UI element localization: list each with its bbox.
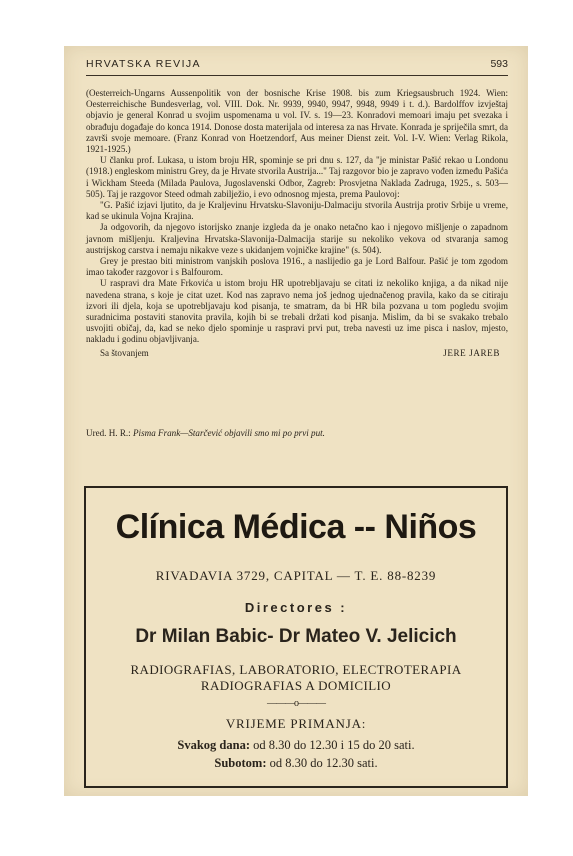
- editor-note-text: Pisma Frank—Starčević objavili smo mi po prvi put.: [133, 428, 325, 438]
- weekdays-hours: od 8.30 do 12.30 i 15 do 20 sati.: [253, 738, 415, 752]
- letter-article: [86, 88, 508, 359]
- ad-directors-label: Directores :: [244, 600, 348, 615]
- saturday-hours: od 8.30 do 12.30 sati.: [269, 756, 378, 770]
- paragraph: U članku prof. Lukasa, u istom broju HR, spominje se pri dnu s. 127, da "je ministar Pašić rekao u Londonu (1918.) engleskom ministru Grey, da je Hrvate stvorila Austrija..." Taj razgovor bio je zapravo vođen između Pašića i Wickham Steeda (Milada Paulova, Jugoslavenski Odbor, Zagreb: Prosvjetna Naklada Zadruga, 1925., s. 503—505). Taj je razgovor Steed odmah zabilježio, i evo odnosnog mjesta, prema Paulovoj:: [86, 155, 508, 199]
- header-rule: [86, 75, 508, 76]
- page-number: 593: [490, 58, 508, 70]
- ad-hours-saturday: [86, 756, 506, 771]
- ad-title: Clínica Médica -- Niños: [115, 508, 477, 546]
- ad-directors-names: Dr Milan Babic- Dr Mateo V. Jelicich: [135, 626, 457, 647]
- paragraph: Grey je prestao biti ministrom vanjskih poslova 1916., a naslijedio ga je Lord Balfour. Pašić je tom zgodom imao također razgovor i s Balfourom.: [86, 256, 508, 278]
- quote-paragraph: "G. Pašić izjavi ljutito, da je Kraljevinu Hrvatsku-Slavoniju-Dalmaciju stvorila Austrija protiv Srbije u vreme, kad se ukinula Vojna Krajina.: [86, 200, 508, 222]
- ad-services-line-2: RADIOGRAFIAS A DOMICILIO: [200, 678, 392, 693]
- ad-divider: ———o———: [267, 698, 325, 709]
- ad-hours-weekdays: [86, 738, 506, 753]
- editor-note: [86, 428, 508, 438]
- signature-line: [86, 348, 508, 359]
- paragraph: (Oesterreich-Ungarns Aussenpolitik von der bosnische Krise 1908. bis zum Kriegsausbruch 1924. Wien: Oesterreichische Bundesverlag, vol. VIII. Dok. Nr. 9939, 9940, 9947, 9948, 9949 i t. d.). Bardolffov izvještaj objavio je general Konrad u svojim uspomenama u vol. IV. s. 19—23. Konradovi memoari imaju pet svezaka i obrađuju događaje do konca 1914. Donose dosta materijala od interesa za nas Hrvate. Konrada je spriječila smrt, da završi svoje memoare. (Franz Konrad von Hoetzendorf, Aus meiner Dienst zeit. Vol. I-V. Wien: Verlag Rikola, 1921-1925.): [86, 88, 508, 155]
- editor-label: Ured. H. R.:: [86, 428, 131, 438]
- journal-page: [64, 46, 528, 796]
- paragraph: U raspravi dra Mate Frkovića u istom broju HR upotrebljavaju se citati iz nekoliko knjiga, a da nikad nije navedena strana, s koje je citat uzet. Kod nas zapravo nema još jednog ujednačenog pravila, kako da se citiraju izvori ili djela, koja se upotrebljavaju kod pisanja, te smatram, da bi HR bila pozvana u tom pogledu svojim suradnicima postaviti stanovita pravila, kojih bi se trebali držati kod pisanja. Mislim, da bi se svakako trebalo usvojiti običaj, da, kad se neko djelo spominje u raspravi prvi put, treba navesti uz ime pisca i naslov, mjesto, nakladu i godinu objavljivanja.: [86, 278, 508, 345]
- quote-paragraph: Ja odgovorih, da njegovo istorijsko znanje izgleda da je onako netačno kao i njegovo mišljenje o zapadnom javnom mišljenju. Kraljevina Hrvatska-Slavonija-Dalmacija starije su nekoliko vekova od stvaranja samog austrijskog carstva i nemaju nikakve veze s ukidanjem vojničke krajine" (s. 504).: [86, 222, 508, 255]
- closing-salutation: Sa štovanjem: [100, 347, 149, 358]
- saturday-label: Subotom:: [214, 756, 267, 770]
- weekdays-label: Svakog dana:: [177, 738, 250, 752]
- page-header: [86, 58, 508, 74]
- ad-address: RIVADAVIA 3729, CAPITAL — T. E. 88-8239: [155, 568, 437, 583]
- ad-services-line-1: RADIOGRAFIAS, LABORATORIO, ELECTROTERAPIA: [130, 662, 462, 677]
- ad-hours-title: VRIJEME PRIMANJA:: [225, 716, 367, 731]
- journal-title: HRVATSKA REVIJA: [86, 58, 201, 70]
- author-signature: JERE JAREB: [443, 347, 500, 358]
- clinic-advertisement: [84, 486, 508, 788]
